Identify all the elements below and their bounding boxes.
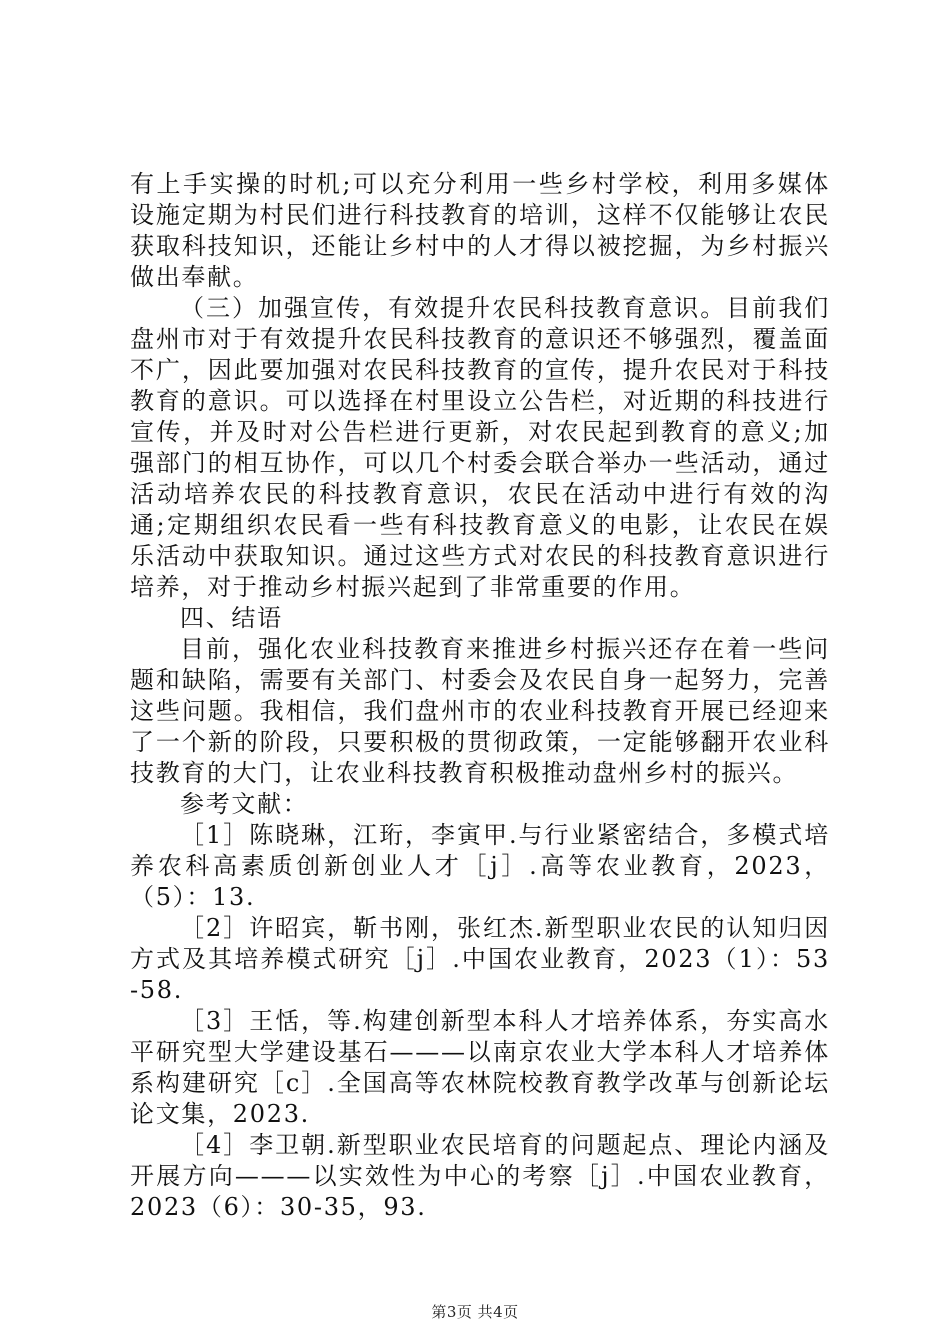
- reference-item: ［2］许昭宾，靳书刚，张红杰.新型职业农民的认知归因方式及其培养模式研究［j］.中国农业教育，2023（1）：53-58.: [130, 914, 830, 1004]
- paragraph-section-three: （三）加强宣传，有效提升农民科技教育意识。目前我们盘州市对于有效提升农民科技教育的意识还不够强烈，覆盖面不广，因此要加强对农民科技教育的宣传，提升农民对于科技教育的意识。可以选择在村里设立公告栏，对近期的科技进行宣传，并及时对公告栏进行更新，对农民起到教育的意义;加强部门的相互协作，可以几个村委会联合举办一些活动，通过活动培养农民的科技教育意识，农民在活动中进行有效的沟通;定期组织农民看一些有科技教育意义的电影，让农民在娱乐活动中获取知识。通过这些方式对农民的科技教育意识进行培养，对于推动乡村振兴起到了非常重要的作用。: [130, 294, 830, 601]
- document-body: [130, 169, 830, 1223]
- references-heading: 参考文献：: [180, 790, 309, 818]
- paragraph-conclusion: 目前，强化农业科技教育来推进乡村振兴还存在着一些问题和缺陷，需要有关部门、村委会及农民自身一起努力，完善这些问题。我相信，我们盘州市的农业科技教育开展已经迎来了一个新的阶段，只要积极的贯彻政策，一定能够翻开农业科技教育的大门，让农业科技教育积极推动盘州乡村的振兴。: [130, 635, 830, 787]
- paragraph-continued: 有上手实操的时机;可以充分利用一些乡村学校，利用多媒体设施定期为村民们进行科技教育的培训，这样不仅能够让农民获取科技知识，还能让乡村中的人才得以被挖掘，为乡村振兴做出奉献。: [130, 170, 830, 291]
- page-footer: [0, 1302, 950, 1322]
- reference-item: ［3］王恬，等.构建创新型本科人才培养体系，夯实高水平研究型大学建设基石———以南京农业大学本科人才培养体系构建研究［c］.全国高等农林院校教育教学改革与创新论坛论文集，2023.: [130, 1007, 830, 1128]
- section-heading-conclusion: 四、结语: [180, 604, 283, 632]
- reference-item: ［4］李卫朝.新型职业农民培育的问题起点、理论内涵及开展方向———以实效性为中心的考察［j］.中国农业教育，2023（6）：30-35，93.: [130, 1131, 830, 1221]
- reference-item: ［1］陈晓琳，江珩，李寅甲.与行业紧密结合，多模式培养农科高素质创新创业人才［j］.高等农业教育，2023，（5）：13.: [130, 821, 830, 911]
- page-number-label: 第3页 共4页: [431, 1303, 519, 1321]
